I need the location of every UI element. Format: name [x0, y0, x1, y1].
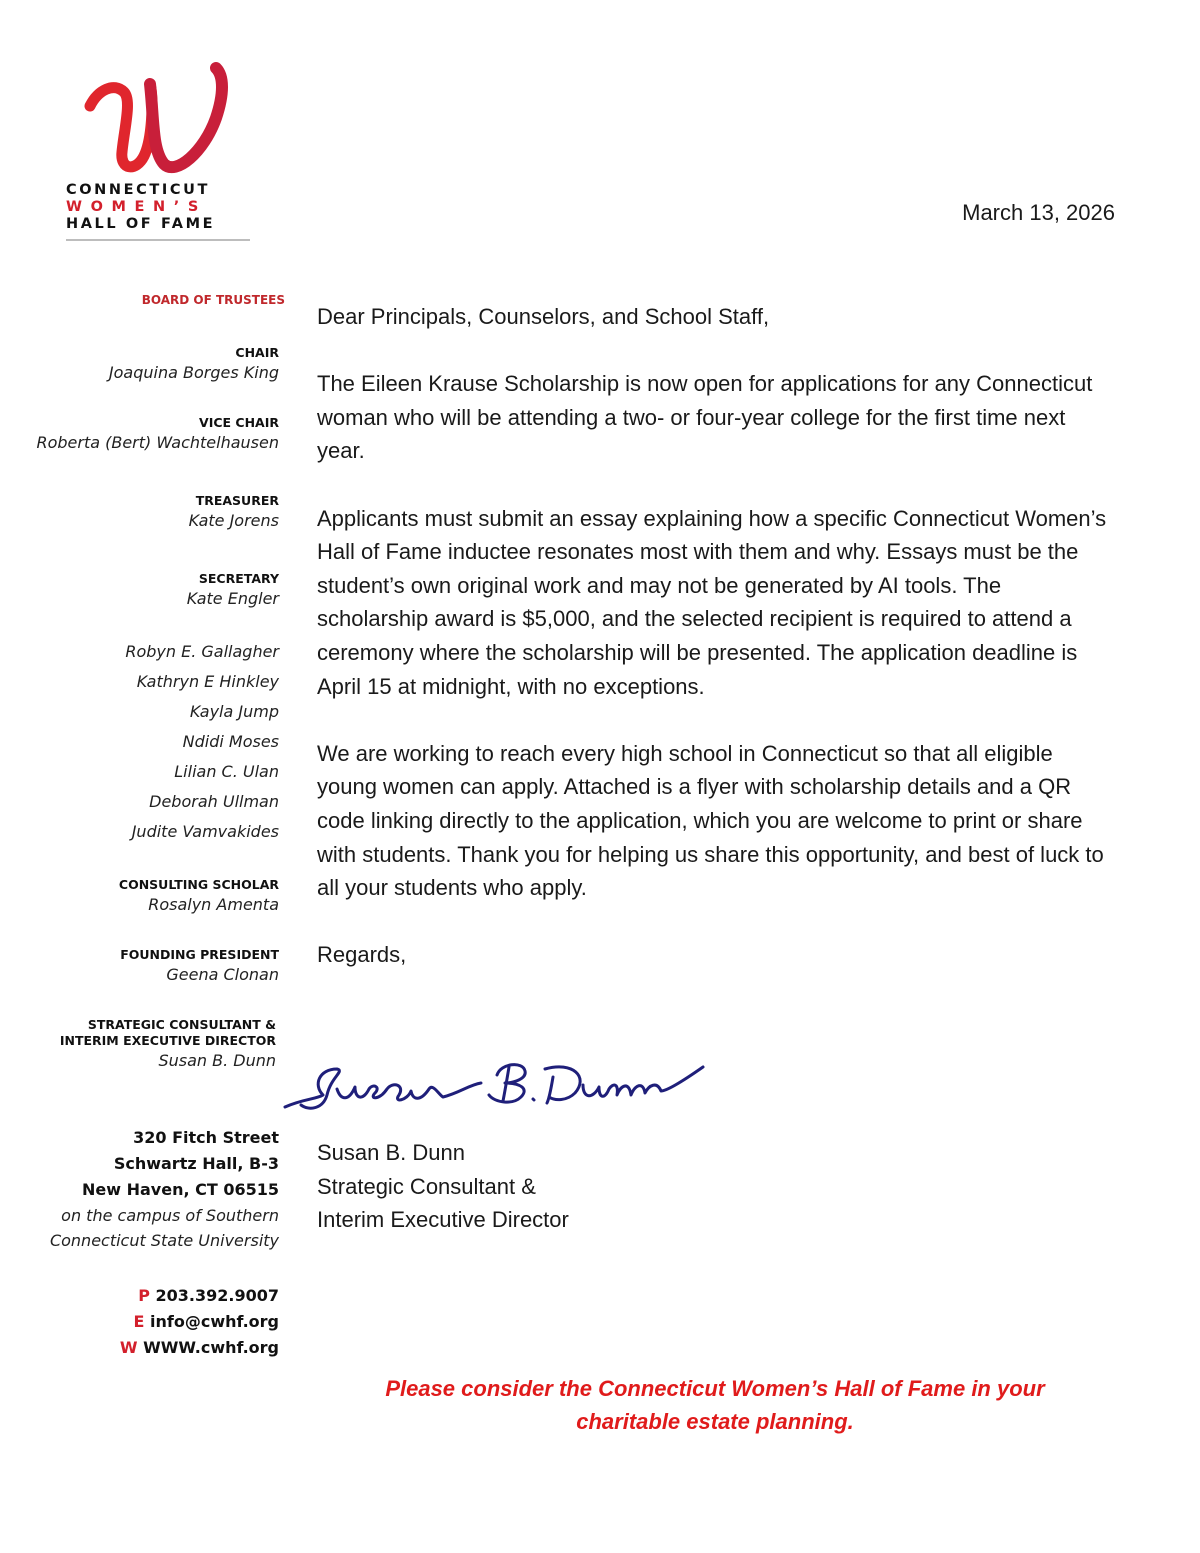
strategic-consultant-name: Susan B. Dunn	[158, 1051, 276, 1070]
member-name: Robyn E. Gallagher	[125, 642, 279, 661]
address-street: 320 Fitch Street	[133, 1128, 279, 1147]
website-url: WWW.cwhf.org	[143, 1338, 279, 1357]
signer-block	[317, 1136, 569, 1237]
phone-number: 203.392.9007	[155, 1286, 279, 1305]
estate-note-line2: charitable estate planning.	[576, 1409, 854, 1434]
secretary-name: Kate Engler	[186, 589, 279, 608]
chair-role: CHAIR	[235, 345, 279, 360]
address-city: New Haven, CT 06515	[82, 1180, 279, 1199]
member-name: Kayla Jump	[189, 702, 279, 721]
vice-chair-name: Roberta (Bert) Wachtelhausen	[36, 433, 279, 452]
interim-director-role: INTERIM EXECUTIVE DIRECTOR	[59, 1033, 276, 1048]
logo-underline-divider	[66, 239, 250, 241]
organization-logo	[66, 60, 252, 241]
email-contact[interactable]	[0, 1309, 279, 1335]
founding-president-role: FOUNDING PRESIDENT	[120, 947, 279, 962]
treasurer-name: Kate Jorens	[188, 511, 279, 530]
consulting-scholar-role: CONSULTING SCHOLAR	[118, 877, 279, 892]
signer-name: Susan B. Dunn	[317, 1140, 465, 1165]
member-name: Ndidi Moses	[182, 732, 279, 751]
chair-name: Joaquina Borges King	[108, 363, 279, 382]
phone-label: P	[138, 1286, 150, 1305]
address-building: Schwartz Hall, B-3	[113, 1154, 279, 1173]
signer-title-line2: Interim Executive Director	[317, 1207, 569, 1233]
member-name: Judite Vamvakides	[131, 822, 279, 841]
board-of-trustees-heading: BOARD OF TRUSTEES	[141, 293, 285, 307]
member-name: Deborah Ullman	[149, 792, 279, 811]
board-sidebar	[0, 292, 285, 1361]
vice-chair-role: VICE CHAIR	[199, 415, 279, 430]
handwritten-signature	[283, 1055, 723, 1120]
signer-title-line1: Strategic Consultant &	[317, 1173, 536, 1199]
logo-line-hall-of-fame: HALL OF FAME	[66, 216, 216, 232]
logo-line-connecticut: CONNECTICUT	[66, 182, 210, 198]
strategic-consultant-role: STRATEGIC CONSULTANT &	[87, 1017, 276, 1032]
paragraph-outreach: We are working to reach every high school in Connecticut so that all eligible young women can apply. Attached is a flyer with scholarship details and a QR code linking directly to the application, which you are welcome to print or share with students. Thank you for helping us share this opportunity, and best of luck to all your students who apply.	[317, 740, 1104, 901]
address-campus-line2: Connecticut State University	[49, 1231, 279, 1250]
paragraph-requirements: Applicants must submit an essay explaining how a specific Connecticut Women’s Hall of Fame inductee resonates most with them and why. Essays must be the student’s own original work and may not be generated by AI tools. The scholarship award is $5,000, and the selected recipient is required to attend a ceremony where the scholarship will be presented. The application deadline is April 15 at midnight, with no exceptions.	[317, 505, 1107, 699]
closing: Regards,	[317, 942, 407, 968]
web-label: W	[119, 1338, 138, 1357]
salutation: Dear Principals, Counselors, and School Staff,	[317, 304, 770, 329]
secretary-role: SECRETARY	[198, 571, 279, 586]
email-address: info@cwhf.org	[150, 1312, 279, 1331]
founding-president-name: Geena Clonan	[166, 965, 279, 984]
paragraph-scholarship-intro: The Eileen Krause Scholarship is now open for applications for any Connecticut woman who will be attending a two- or four-year college for the first time next year.	[317, 371, 1093, 464]
estate-planning-note	[310, 1372, 1120, 1438]
w-script-logo-icon	[84, 60, 234, 180]
treasurer-role: TREASURER	[195, 493, 279, 508]
website-contact[interactable]	[0, 1335, 279, 1361]
address-campus-line1: on the campus of Southern	[61, 1206, 279, 1225]
consulting-scholar-name: Rosalyn Amenta	[148, 895, 279, 914]
estate-note-line1: Please consider the Connecticut Women’s Hall of Fame in your	[385, 1376, 1045, 1401]
phone-contact[interactable]	[0, 1283, 279, 1309]
logo-line-womens: WOMEN’S	[66, 199, 207, 215]
member-name: Lilian C. Ulan	[174, 762, 279, 781]
email-label: E	[133, 1312, 145, 1331]
signature-icon	[283, 1055, 723, 1115]
letter-date: March 13, 2026	[962, 200, 1115, 225]
member-name: Kathryn E Hinkley	[136, 672, 279, 691]
letter-body	[317, 300, 1117, 1005]
